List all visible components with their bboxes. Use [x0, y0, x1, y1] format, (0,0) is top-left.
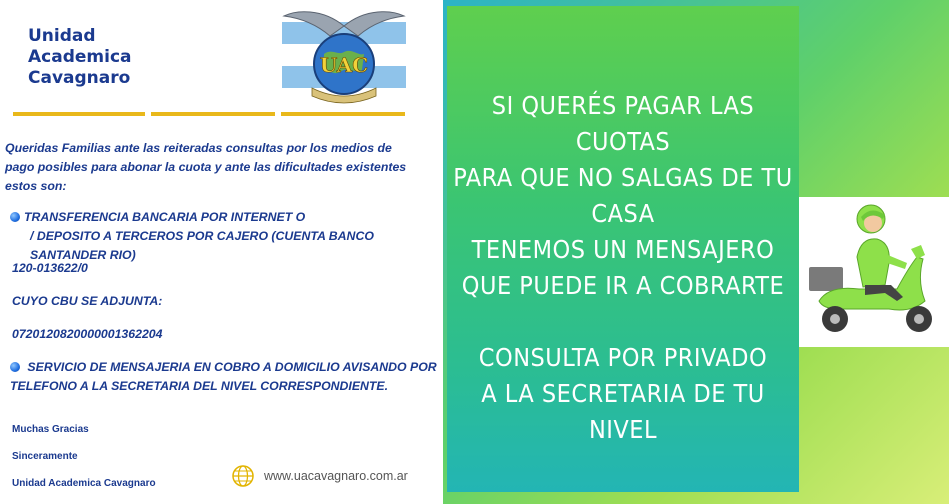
closing-thanks: Muchas Gracias	[12, 424, 89, 435]
payment-option-transfer: TRANSFERENCIA BANCARIA POR INTERNET O / DEPOSITO A TERCEROS POR CAJERO (CUENTA BANCO SANTANDER RIO)	[10, 208, 443, 265]
scooter-rider-icon	[799, 197, 949, 347]
logo-lettering: UAC	[319, 53, 369, 77]
courier-message: SI QUERÉS PAGAR LAS CUOTAS PARA QUE NO SALGAS DE TU CASA TENEMOS UN MENSAJERO QUE PUEDE IR A COBRARTE CONSULTA POR PRIVADO A LA SECRETARIA DE TU NIVEL	[453, 91, 793, 444]
closing-regards: Sinceramente	[12, 451, 78, 462]
courier-illustration	[799, 197, 949, 347]
blue-bullet-icon	[10, 212, 20, 222]
closing-signature: Unidad Academica Cavagnaro	[12, 478, 156, 489]
cbu-number: 0720120820000001362204	[12, 327, 163, 341]
globe-icon	[232, 465, 254, 487]
blue-bullet-icon	[10, 362, 20, 372]
school-logo	[282, 4, 406, 108]
website-link[interactable]: www.uacavagnaro.com.ar	[232, 465, 408, 487]
letter-panel	[0, 0, 443, 504]
payment-option-courier: SERVICIO DE MENSAJERIA EN COBRO A DOMICILIO AVISANDO POR TELEFONO A LA SECRETARIA DEL NIVEL CORRESPONDIENTE.	[10, 360, 437, 393]
cbu-label: CUYO CBU SE ADJUNTA:	[12, 294, 163, 308]
intro-paragraph: Queridas Familias ante las reiteradas consultas por los medios de pago posibles para abonar la cuota y ante las dificultades existentes estos son:	[5, 141, 407, 193]
brand-name: Unidad Academica Cavagnaro	[28, 26, 132, 88]
account-number: 120-013622/0	[12, 261, 88, 275]
